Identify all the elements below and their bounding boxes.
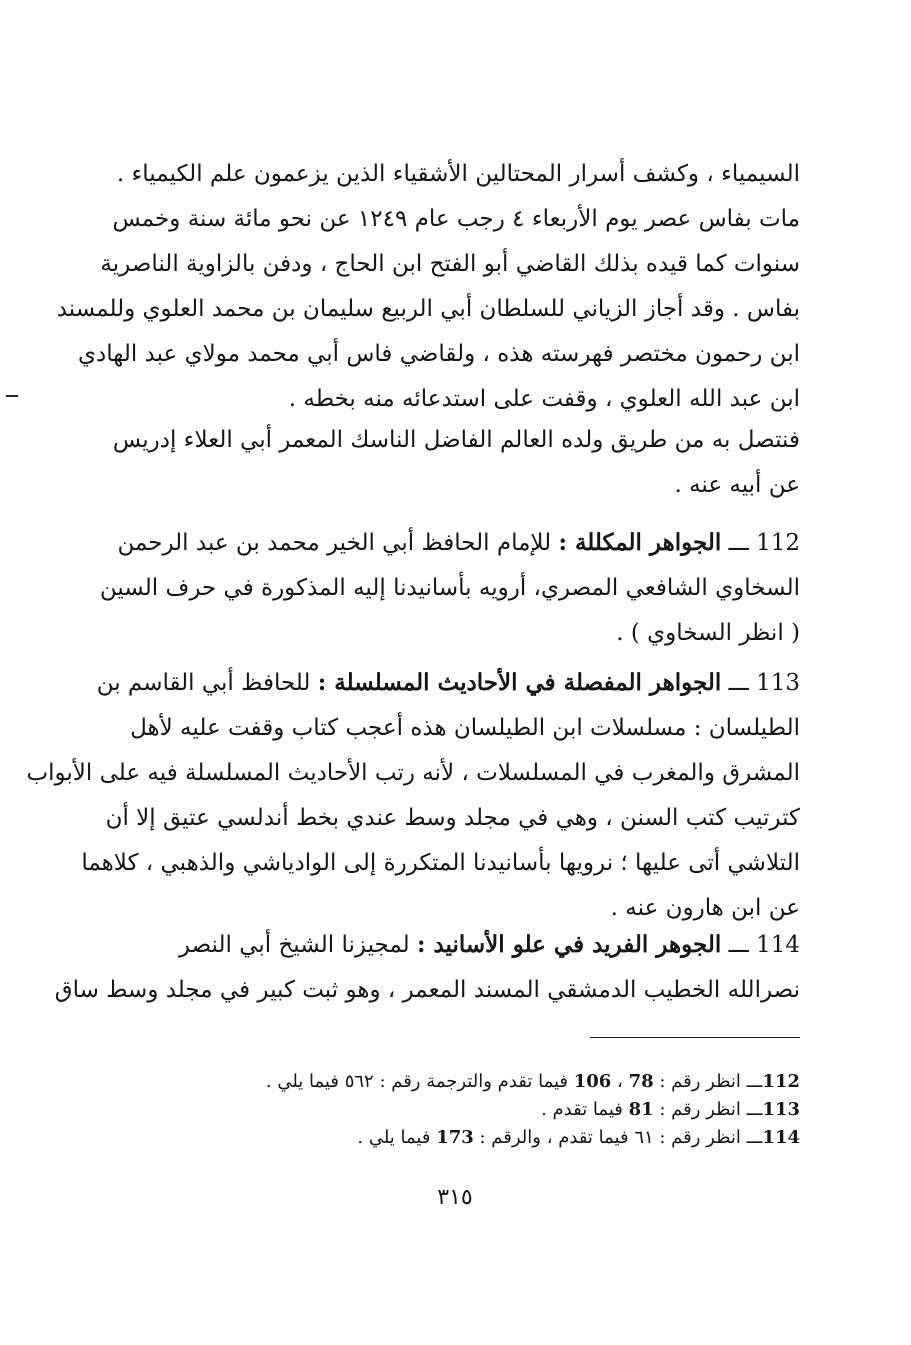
text-line: الطيلسان : مسلسلات ابن الطيلسان هذه أعجب كتاب وقفت عليه لأهل <box>130 715 800 741</box>
footnote-separator <box>590 1037 800 1038</box>
entry-113 <box>26 660 800 931</box>
entry-number: 114 <box>756 932 800 958</box>
entry-text: للإمام الحافظ أبي الخير محمد بن عبد الرحمن <box>117 530 552 556</box>
footnote-114 <box>150 1124 800 1152</box>
entry-title: الجواهر المفصلة في الأحاديث المسلسلة : <box>317 669 722 696</box>
footnote-number: 114 <box>762 1127 800 1148</box>
text-line: التلاشي أتى عليها ؛ نرويها بأسانيدنا المتكررة إلى الوادياشي والذهبي ، كلاهما <box>81 850 800 876</box>
text-line: عن أبيه عنه . <box>674 472 800 498</box>
entry-heading-line <box>117 520 800 566</box>
footnote-part: 81 <box>628 1099 654 1120</box>
footnote-part: 173 <box>436 1127 474 1148</box>
footnote-part: ، <box>611 1071 629 1092</box>
footnotes <box>150 1068 800 1152</box>
entry-heading-line <box>130 922 800 968</box>
text-line: السخاوي الشافعي المصري، أرويه بأسانيدنا إليه المذكورة في حرف السين <box>99 575 800 601</box>
entry-dash: ـــ <box>728 530 749 556</box>
entry-text: لمجيزنا الشيخ أبي النصر <box>178 932 410 958</box>
text-line: سنوات كما قيده بذلك القاضي أبو الفتح ابن الحاج ، ودفن بالزاوية الناصرية <box>100 251 800 277</box>
entry-dash: ـــ <box>728 670 749 696</box>
footnote-113 <box>150 1096 800 1124</box>
text-line: المشرق والمغرب في المسلسلات ، لأنه رتب الأحاديث المسلسلة فيه على الأبواب <box>26 760 800 786</box>
footnote-part: 78 <box>628 1071 654 1092</box>
footnote-part: فيما تقدم والترجمة رقم : ٥٦٢ فيما يلي . <box>265 1071 574 1092</box>
page-number: ٣١٥ <box>437 1185 473 1210</box>
entry-number: 112 <box>756 530 800 556</box>
text-line: ابن عبد الله العلوي ، وقفت على استدعائه منه بخطه . <box>288 386 800 412</box>
entry-114 <box>54 922 800 1013</box>
entry-number: 113 <box>756 670 800 696</box>
footnote-part: ـــ انظر رقم : <box>653 1071 763 1092</box>
text-line: ( انظر السخاوي ) . <box>616 620 800 646</box>
footnote-part: فيما تقدم . <box>541 1099 629 1120</box>
footnote-number: 113 <box>762 1099 800 1120</box>
entry-heading-line <box>96 660 800 706</box>
paragraph-chain <box>112 418 800 508</box>
entry-112 <box>99 520 800 656</box>
text-line: كترتيب كتب السنن ، وهي في مجلد وسط عندي بخط أندلسي عتيق إلا أن <box>105 805 800 831</box>
text-line: عن ابن هارون عنه . <box>610 895 800 921</box>
entry-title: الجوهر الفريد في علو الأسانيد : <box>416 931 722 958</box>
text-line: نصرالله الخطيب الدمشقي المسند المعمر ، وهو ثبت كبير في مجلد وسط ساق <box>54 977 800 1003</box>
footnote-part: ـــ انظر رقم : ٦١ فيما تقدم ، والرقم : <box>473 1127 763 1148</box>
text-line: مات بفاس عصر يوم الأربعاء ٤ رجب عام ١٢٤٩ عن نحو مائة سنة وخمس <box>112 206 800 232</box>
paragraph-biography <box>56 152 800 422</box>
scan-margin-mark <box>6 395 18 397</box>
footnote-part: 106 <box>573 1071 612 1092</box>
text-line: فنتصل به من طريق ولده العالم الفاضل الناسك المعمر أبي العلاء إدريس <box>112 427 800 453</box>
entry-text: للحافظ أبي القاسم بن <box>96 670 311 696</box>
footnote-number: 112 <box>762 1071 800 1092</box>
footnote-part: فيما يلي . <box>357 1127 437 1148</box>
footnote-part: ـــ انظر رقم : <box>653 1099 763 1120</box>
entry-title: الجواهر المكللة : <box>558 529 722 556</box>
footnote-112 <box>150 1068 800 1096</box>
text-line: ابن رحمون مختصر فهرسته هذه ، ولقاضي فاس أبي محمد مولاي عبد الهادي <box>77 341 800 367</box>
text-line: السيمياء ، وكشف أسرار المحتالين الأشقياء الذين يزعمون علم الكيمياء . <box>116 161 800 187</box>
text-line: بفاس . وقد أجاز الزياني للسلطان أبي الربيع سليمان بن محمد العلوي وللمسند <box>56 296 800 322</box>
entry-dash: ـــ <box>728 932 749 958</box>
